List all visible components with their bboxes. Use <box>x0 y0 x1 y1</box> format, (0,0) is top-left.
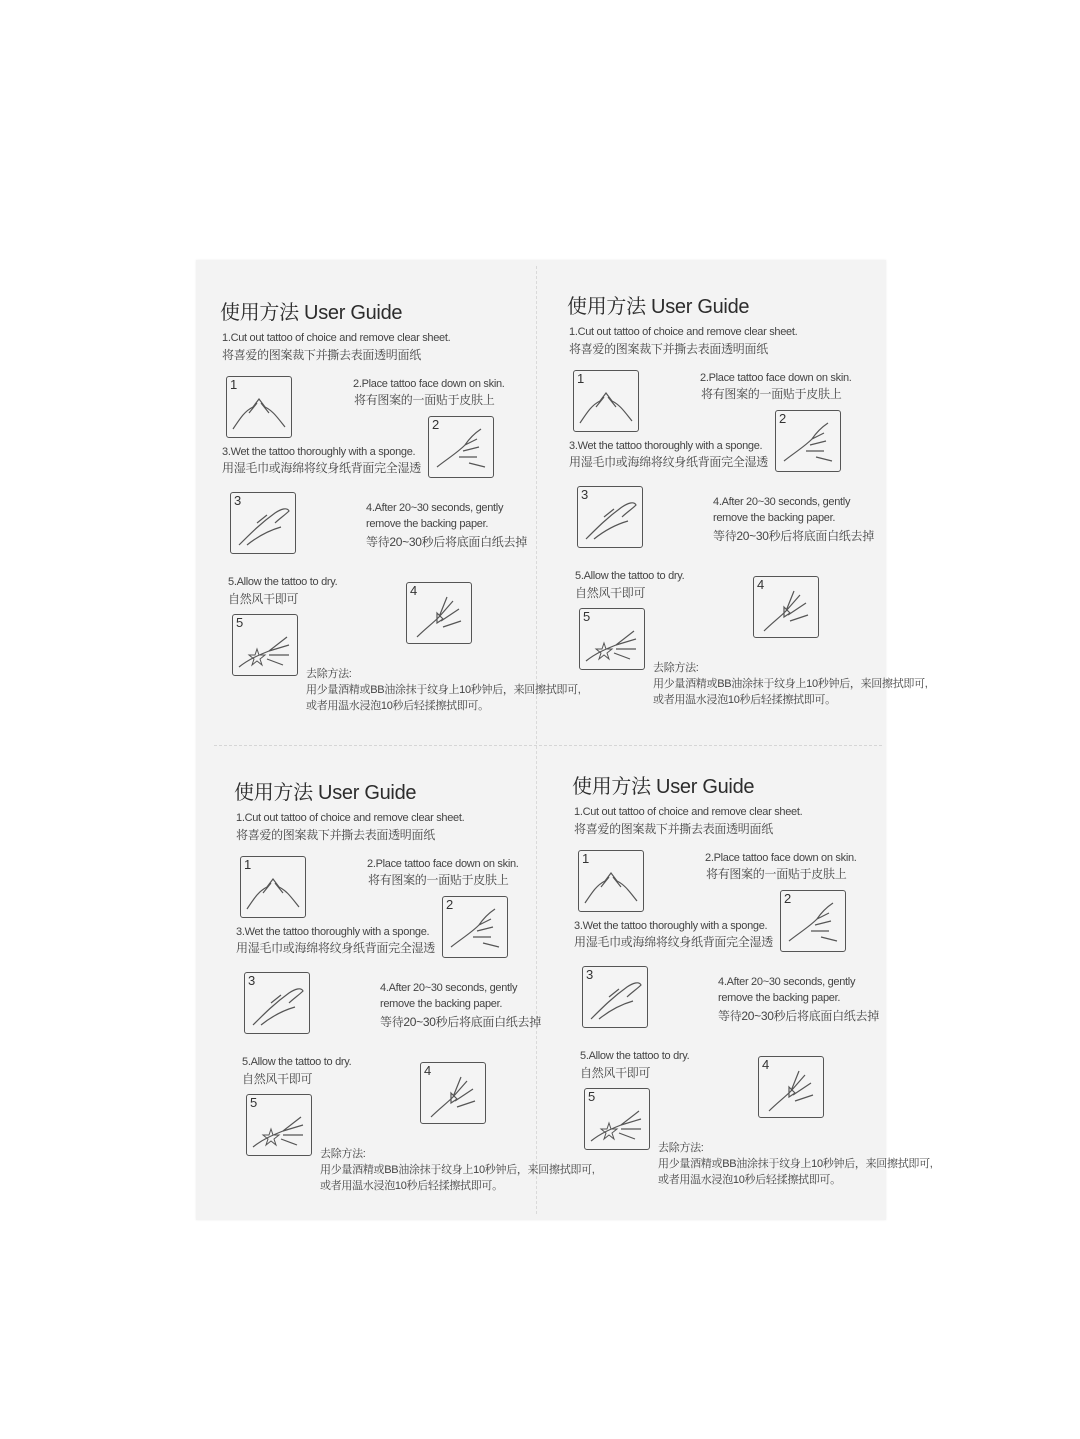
step-number: 1 <box>577 371 585 386</box>
user-guide-card-2 <box>567 290 928 770</box>
step1-illustration <box>226 376 292 438</box>
step4-text-en-1: 4.After 20~30 seconds, gently <box>366 502 504 514</box>
step4-illustration <box>753 576 819 638</box>
user-guide-card-4 <box>572 770 933 1250</box>
step2-text-cn: 将有图案的一面贴于皮肤上 <box>354 393 495 407</box>
hand-peel-icon <box>407 583 471 643</box>
step2-illustration <box>775 410 841 472</box>
step-number: 4 <box>410 583 418 598</box>
step3-text-cn: 用湿毛巾或海绵将纹身纸背面完全湿透 <box>574 935 773 949</box>
step-number: 3 <box>586 967 594 982</box>
step1-text-cn: 将喜爱的图案裁下并撕去表面透明面纸 <box>222 348 421 362</box>
step4-illustration <box>420 1062 486 1124</box>
removal-line-1: 用少量酒精或BB油涂抹于纹身上10秒钟后，来回擦拭即可, <box>306 684 581 696</box>
step3-text-cn: 用湿毛巾或海绵将纹身纸背面完全湿透 <box>236 941 435 955</box>
step3-text-en: 3.Wet the tattoo thoroughly with a sponge. <box>222 446 416 458</box>
step2-text-en: 2.Place tattoo face down on skin. <box>700 372 852 384</box>
hands-cut-icon <box>579 851 643 911</box>
hands-wet-icon <box>245 973 309 1033</box>
step-number: 2 <box>446 897 454 912</box>
step1-text-cn: 将喜爱的图案裁下并撕去表面透明面纸 <box>236 828 435 842</box>
removal-title: 去除方法: <box>320 1148 366 1160</box>
hands-wet-icon <box>578 487 642 547</box>
step-number: 1 <box>230 377 238 392</box>
guide-title: 使用方法 User Guide <box>220 302 403 324</box>
step2-text-en: 2.Place tattoo face down on skin. <box>367 858 519 870</box>
step-number: 4 <box>762 1057 770 1072</box>
removal-title: 去除方法: <box>306 668 352 680</box>
hand-peel-icon <box>754 577 818 637</box>
removal-line-2: 或者用温水浸泡10秒后轻揉擦拭即可。 <box>658 1174 841 1186</box>
removal-line-1: 用少量酒精或BB油涂抹于纹身上10秒钟后，来回擦拭即可, <box>658 1158 933 1170</box>
step-number: 1 <box>244 857 252 872</box>
hands-wet-icon <box>583 967 647 1027</box>
guide-title: 使用方法 User Guide <box>234 782 417 804</box>
step-number: 3 <box>234 493 242 508</box>
step5-text-en: 5.Allow the tattoo to dry. <box>242 1056 352 1068</box>
hand-dry-icon <box>247 1095 311 1155</box>
step4-text-en-1: 4.After 20~30 seconds, gently <box>380 982 518 994</box>
step5-illustration <box>246 1094 312 1156</box>
step5-text-cn: 自然风干即可 <box>228 592 299 606</box>
hands-cut-icon <box>227 377 291 437</box>
step3-illustration <box>230 492 296 554</box>
step3-text-cn: 用湿毛巾或海绵将纹身纸背面完全湿透 <box>569 455 768 469</box>
step2-illustration <box>442 896 508 958</box>
step4-text-en-2: remove the backing paper. <box>380 998 503 1010</box>
step2-text-en: 2.Place tattoo face down on skin. <box>705 852 857 864</box>
step-number: 5 <box>588 1089 596 1104</box>
step4-text-cn: 等待20~30秒后将底面白纸去掉 <box>366 535 527 549</box>
step4-text-en-2: remove the backing paper. <box>713 512 836 524</box>
step1-text-en: 1.Cut out tattoo of choice and remove clear sheet. <box>236 812 465 824</box>
step5-text-en: 5.Allow the tattoo to dry. <box>228 576 338 588</box>
step3-text-en: 3.Wet the tattoo thoroughly with a sponge. <box>236 926 430 938</box>
step1-illustration <box>573 370 639 432</box>
step4-text-en-1: 4.After 20~30 seconds, gently <box>713 496 851 508</box>
step-number: 5 <box>236 615 244 630</box>
removal-line-2: 或者用温水浸泡10秒后轻揉擦拭即可。 <box>653 694 836 706</box>
step5-text-en: 5.Allow the tattoo to dry. <box>575 570 685 582</box>
step4-illustration <box>758 1056 824 1118</box>
hand-place-icon <box>443 897 507 957</box>
step2-text-cn: 将有图案的一面贴于皮肤上 <box>368 873 509 887</box>
step4-text-en-2: remove the backing paper. <box>718 992 841 1004</box>
step2-illustration <box>428 416 494 478</box>
step5-illustration <box>579 608 645 670</box>
removal-title: 去除方法: <box>653 662 699 674</box>
step4-text-en-2: remove the backing paper. <box>366 518 489 530</box>
step-number: 4 <box>424 1063 432 1078</box>
step4-text-en-1: 4.After 20~30 seconds, gently <box>718 976 856 988</box>
hand-dry-icon <box>233 615 297 675</box>
guide-title: 使用方法 User Guide <box>572 776 755 798</box>
hands-cut-icon <box>574 371 638 431</box>
hand-place-icon <box>781 891 845 951</box>
step2-text-en: 2.Place tattoo face down on skin. <box>353 378 505 390</box>
step3-illustration <box>577 486 643 548</box>
removal-line-2: 或者用温水浸泡10秒后轻揉擦拭即可。 <box>320 1180 503 1192</box>
step3-text-en: 3.Wet the tattoo thoroughly with a sponge. <box>569 440 763 452</box>
step2-text-cn: 将有图案的一面贴于皮肤上 <box>706 867 847 881</box>
step5-text-en: 5.Allow the tattoo to dry. <box>580 1050 690 1062</box>
removal-title: 去除方法: <box>658 1142 704 1154</box>
step4-text-cn: 等待20~30秒后将底面白纸去掉 <box>713 529 874 543</box>
step3-illustration <box>244 972 310 1034</box>
step3-text-en: 3.Wet the tattoo thoroughly with a sponge. <box>574 920 768 932</box>
hands-wet-icon <box>231 493 295 553</box>
step1-text-cn: 将喜爱的图案裁下并撕去表面透明面纸 <box>574 822 773 836</box>
step3-text-cn: 用湿毛巾或海绵将纹身纸背面完全湿透 <box>222 461 421 475</box>
step-number: 3 <box>581 487 589 502</box>
step-number: 3 <box>248 973 256 988</box>
user-guide-card-1 <box>220 296 581 776</box>
step2-text-cn: 将有图案的一面贴于皮肤上 <box>701 387 842 401</box>
hands-cut-icon <box>241 857 305 917</box>
step4-text-cn: 等待20~30秒后将底面白纸去掉 <box>380 1015 541 1029</box>
step-number: 5 <box>250 1095 258 1110</box>
user-guide-card-3 <box>234 776 595 1256</box>
step5-text-cn: 自然风干即可 <box>242 1072 313 1086</box>
hand-dry-icon <box>585 1089 649 1149</box>
hand-peel-icon <box>421 1063 485 1123</box>
removal-line-2: 或者用温水浸泡10秒后轻揉擦拭即可。 <box>306 700 489 712</box>
step-number: 2 <box>432 417 440 432</box>
step3-illustration <box>582 966 648 1028</box>
step-number: 5 <box>583 609 591 624</box>
step1-text-en: 1.Cut out tattoo of choice and remove clear sheet. <box>574 806 803 818</box>
step2-illustration <box>780 890 846 952</box>
step1-text-en: 1.Cut out tattoo of choice and remove clear sheet. <box>222 332 451 344</box>
hand-dry-icon <box>580 609 644 669</box>
step5-illustration <box>232 614 298 676</box>
step-number: 2 <box>779 411 787 426</box>
hand-place-icon <box>429 417 493 477</box>
step5-text-cn: 自然风干即可 <box>580 1066 651 1080</box>
step4-text-cn: 等待20~30秒后将底面白纸去掉 <box>718 1009 879 1023</box>
step-number: 4 <box>757 577 765 592</box>
step5-text-cn: 自然风干即可 <box>575 586 646 600</box>
step1-text-cn: 将喜爱的图案裁下并撕去表面透明面纸 <box>569 342 768 356</box>
step-number: 2 <box>784 891 792 906</box>
step1-illustration <box>578 850 644 912</box>
step1-illustration <box>240 856 306 918</box>
guide-title: 使用方法 User Guide <box>567 296 750 318</box>
removal-line-1: 用少量酒精或BB油涂抹于纹身上10秒钟后，来回擦拭即可, <box>653 678 928 690</box>
step-number: 1 <box>582 851 590 866</box>
step5-illustration <box>584 1088 650 1150</box>
removal-line-1: 用少量酒精或BB油涂抹于纹身上10秒钟后，来回擦拭即可, <box>320 1164 595 1176</box>
step1-text-en: 1.Cut out tattoo of choice and remove clear sheet. <box>569 326 798 338</box>
hand-peel-icon <box>759 1057 823 1117</box>
step4-illustration <box>406 582 472 644</box>
hand-place-icon <box>776 411 840 471</box>
